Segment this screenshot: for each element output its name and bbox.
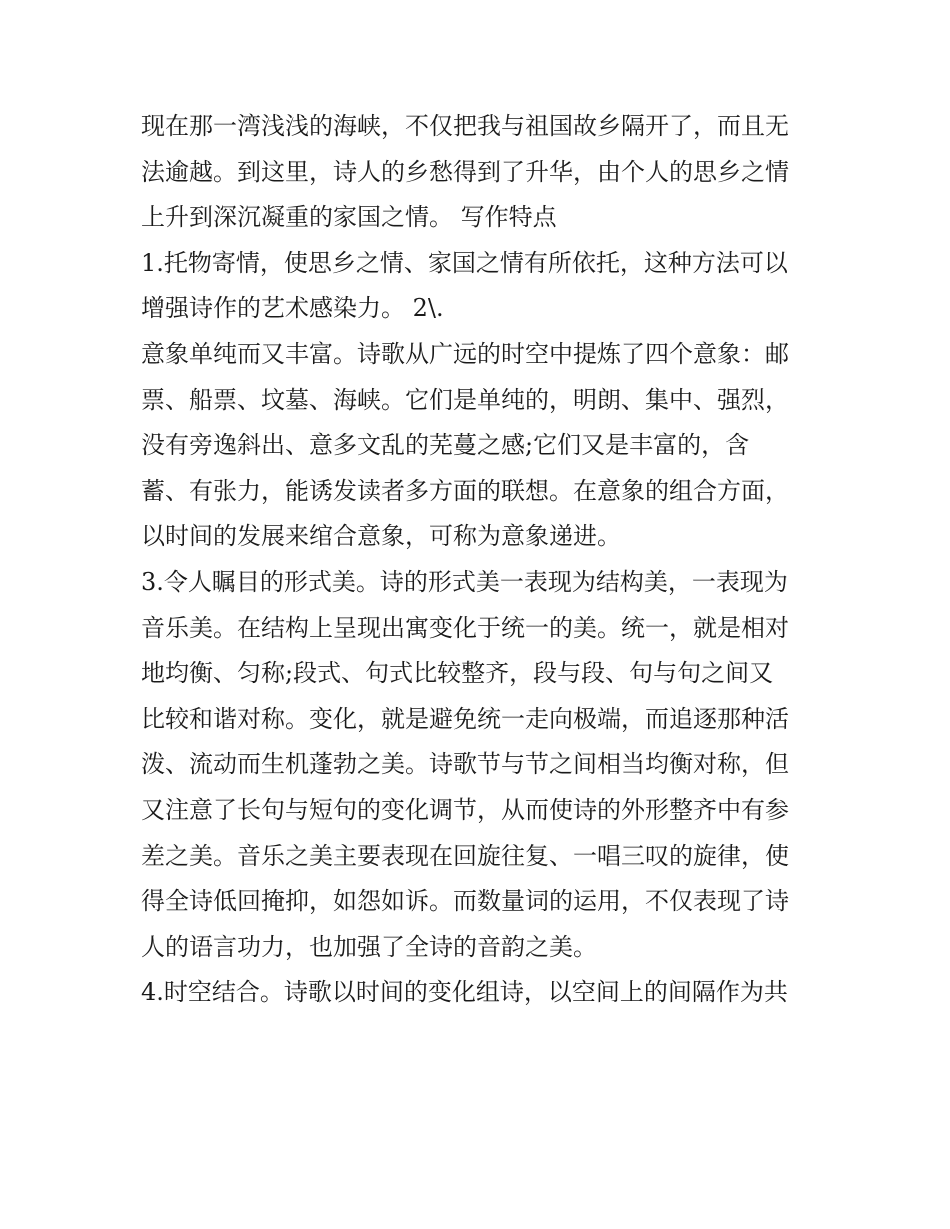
text-line: 以时间的发展来绾合意象，可称为意象递进。 [141,522,621,551]
text-line: 泼、流动而生机蓬勃之美。诗歌节与节之间相当均衡对称，但 [141,750,789,779]
text-line: 现在那一湾浅浅的海峡，不仅把我与祖国故乡隔开了，而且无 [141,112,789,140]
text-line: 得全诗低回掩抑，如怨如诉。而数量词的运用，不仅表现了诗 [141,887,789,916]
text-line: 上升到深沉凝重的家国之情。 写作特点 [141,203,557,232]
text-line: 人的语言功力，也加强了全诗的音韵之美。 [141,932,597,961]
text-line: 比较和谐对称。变化，就是避免统一走向极端，而追逐那种活 [141,704,789,733]
text-line: 3.令人瞩目的形式美。诗的形式美一表现为结构美，一表现为 [141,567,788,596]
text-line: 蓄、有张力，能诱发读者多方面的联想。在意象的组合方面， [141,476,789,505]
document-text [141,104,831,1016]
text-line: 地均衡、匀称;段式、句式比较整齐，段与段、句与句之间又 [141,659,774,688]
text-line: 4.时空结合。诗歌以时间的变化组诗，以空间上的间隔作为共 [141,978,788,1007]
text-line: 没有旁逸斜出、意多文乱的芜蔓之感;它们又是丰富的，含 [141,431,750,460]
text-line: 差之美。音乐之美主要表现在回旋往复、一唱三叹的旋律，使 [141,841,789,870]
text-line: 音乐美。在结构上呈现出寓变化于统一的美。统一，就是相对 [141,613,789,642]
text-line: 法逾越。到这里，诗人的乡愁得到了升华，由个人的思乡之情 [141,157,789,186]
text-line: 又注意了长句与短句的变化调节，从而使诗的外形整齐中有参 [141,795,789,824]
text-line: 票、船票、坟墓、海峡。它们是单纯的，明朗、集中、强烈， [141,385,789,414]
text-line: 1.托物寄情，使思乡之情、家国之情有所依托，这种方法可以 [141,248,788,277]
text-line: 增强诗作的艺术感染力。 2\. [141,294,444,323]
text-line: 意象单纯而又丰富。诗歌从广远的时空中提炼了四个意象：邮 [141,339,789,368]
